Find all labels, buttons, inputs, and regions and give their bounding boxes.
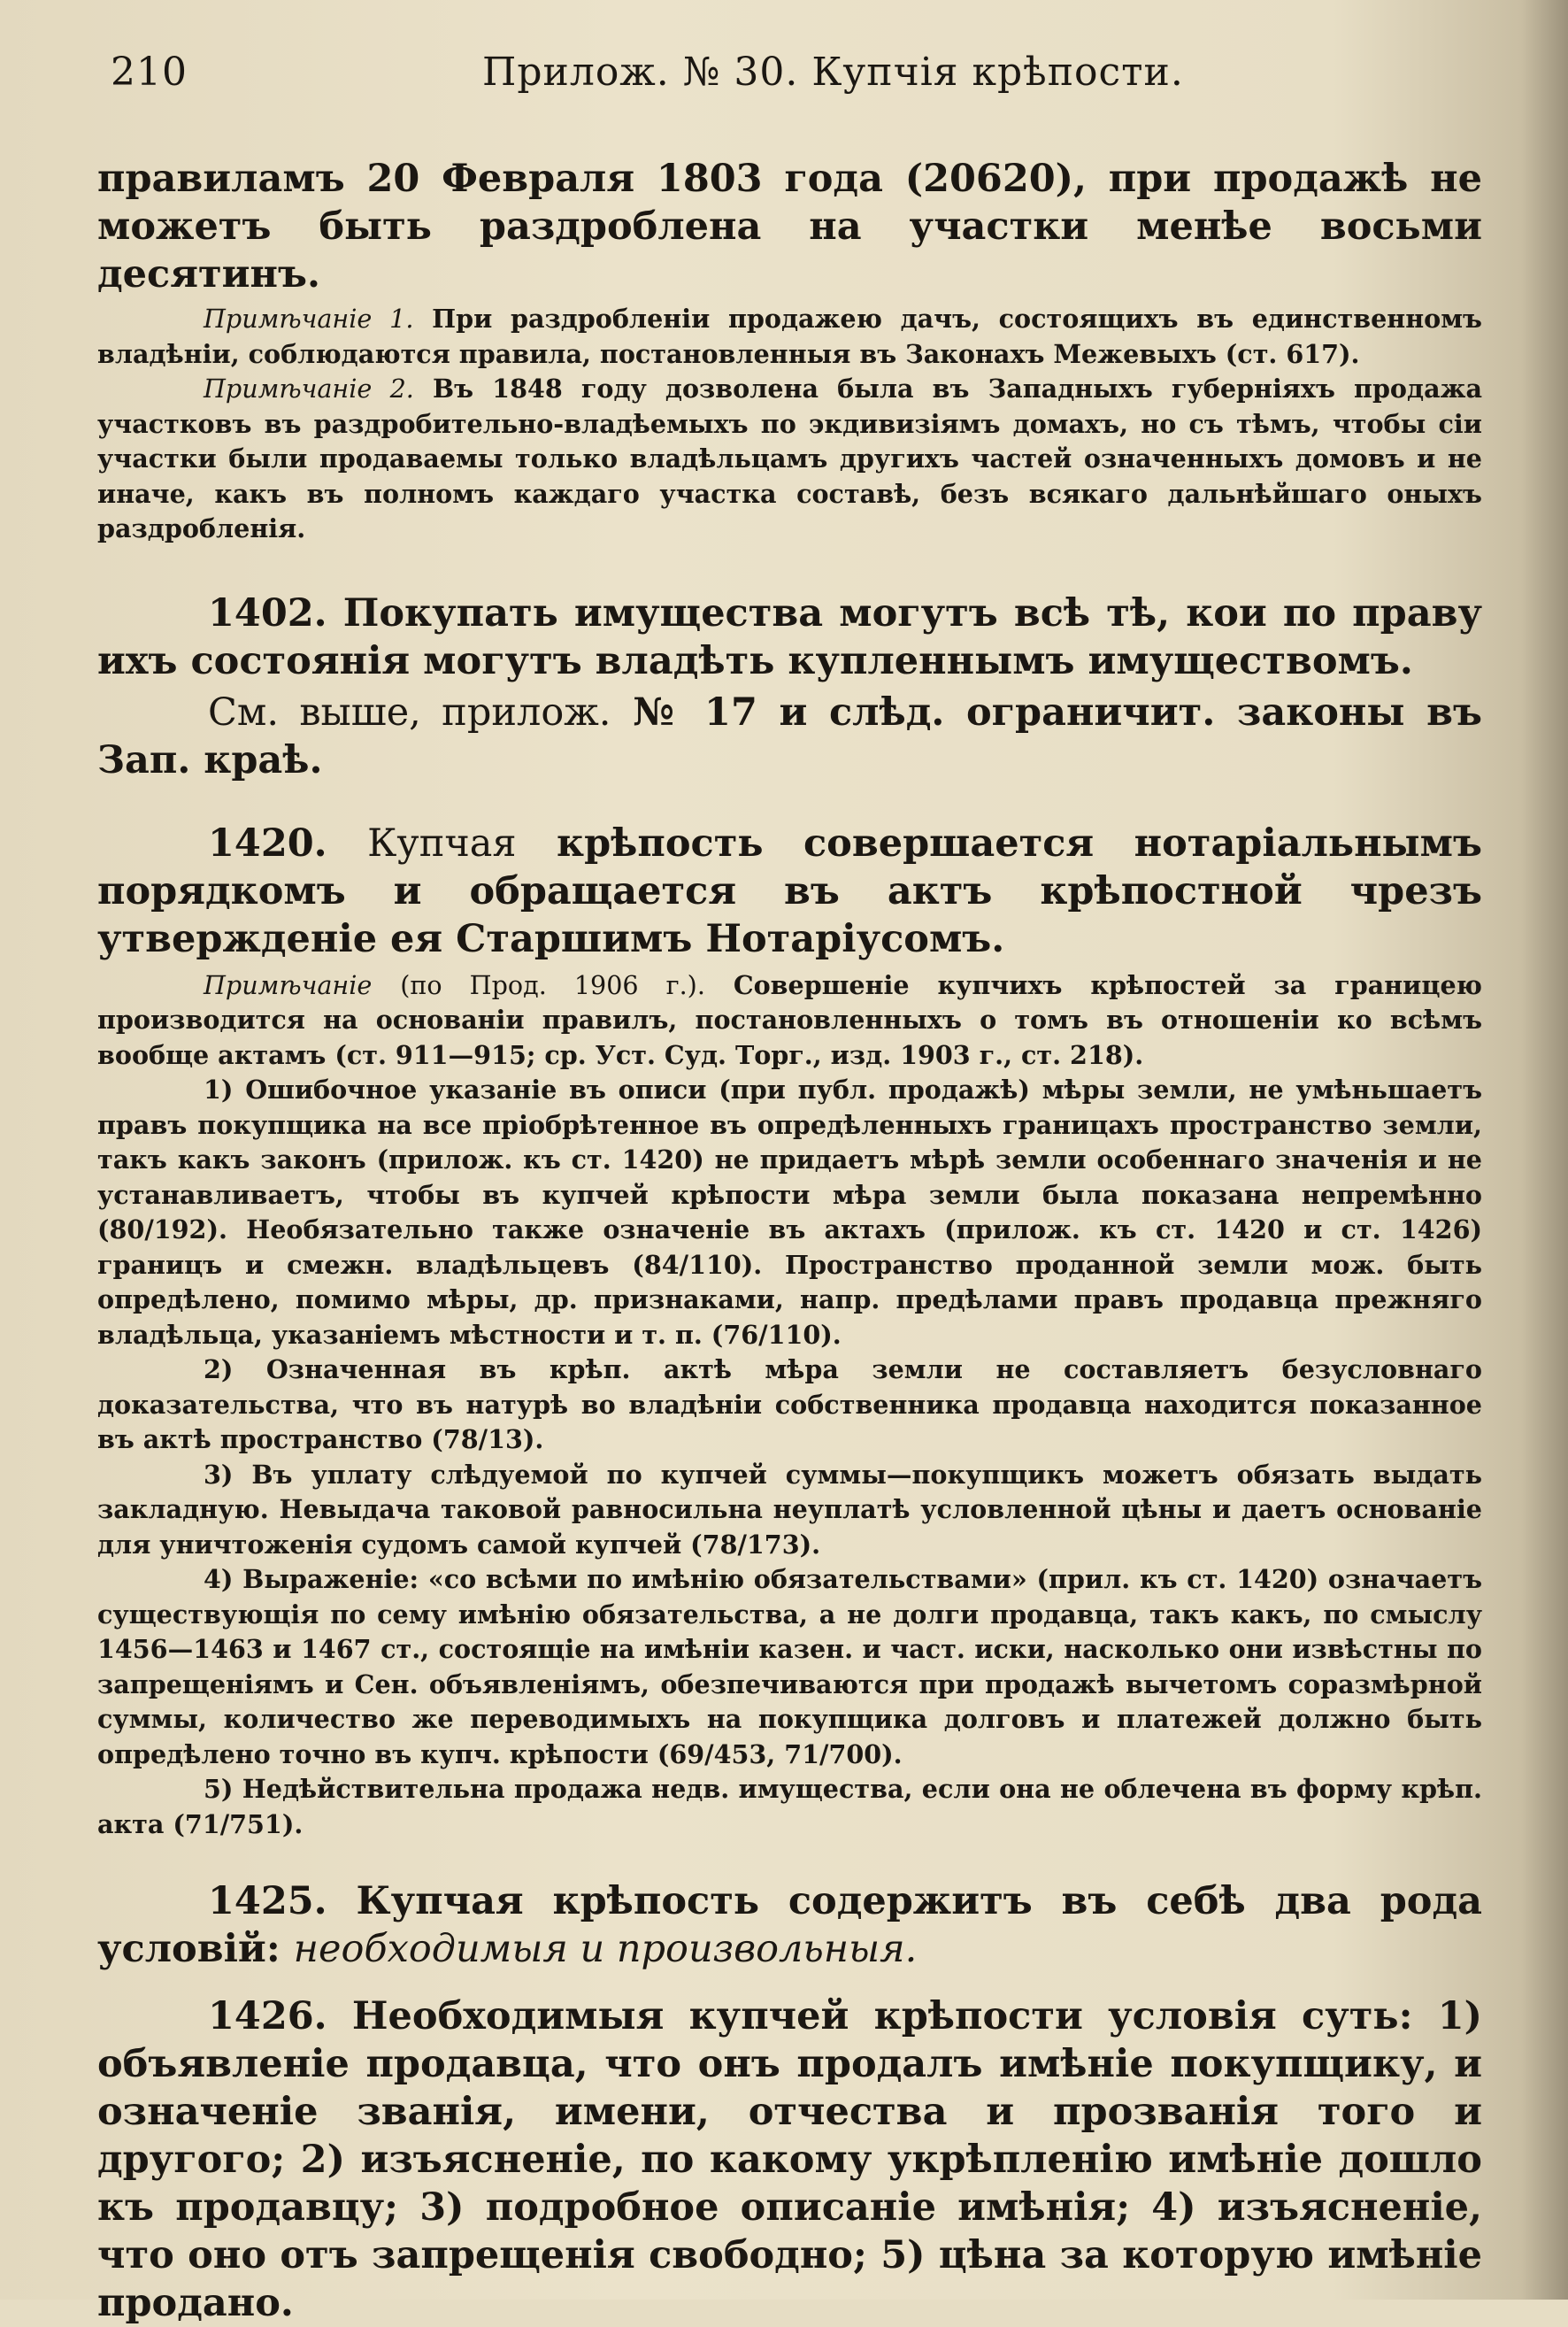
note-1-text: При раздробленіи продажею дачъ, состоящихъ въ единственномъ владѣніи, соблюдаются правила, постановленныя въ Законахъ Межевыхъ (ст. 617).: [97, 304, 1482, 369]
reference-text: № 17 и слѣд. ограничит. законы въ Зап. краѣ.: [97, 690, 1482, 782]
article-text: крѣпость совершается нотаріальнымъ порядкомъ и обращается въ актъ крѣпостной чрезъ утвержденіе ея Старшимъ Нотаріусомъ.: [97, 821, 1482, 961]
commentary-item-4: 4) Выраженіе: «со всѣми по имѣнію обязательствами» (прил. къ ст. 1420) означаетъ существующія по сему имѣнію обязательства, а не долги продавца, такъ какъ, по смыслу 1456—1463 и 1467 ст., состоящіе на имѣніи казен. и част. иски, насколько они извѣстны по запрещеніямъ и Сен. объявленіямъ, обезпечиваются при продажѣ вычетомъ соразмѣрной суммы, количество же переводимыхъ на покупщика долговъ и платежей должно быть опредѣлено точно въ купч. крѣпости (69/453, 71/700).: [97, 1564, 1482, 1769]
note-text: Совершеніе купчихъ крѣпостей за границею производится на основаніи правилъ, постановленныхъ о томъ въ отношеніи ко всѣмъ вообще актамъ (ст. 911—915; ср. Уст. Суд. Торг., изд. 1903 г., ст. 218).: [97, 969, 1482, 1070]
article-number: 1402.: [208, 590, 327, 636]
article-1402-reference: [97, 689, 1482, 784]
article-text: Купчая крѣпость содержитъ въ себѣ два рода условій:: [97, 1879, 1482, 1971]
commentary-item-1: 1) Ошибочное указаніе въ описи (при публ. продажѣ) мѣры земли, не умѣньшаетъ правъ покупщика на все пріобрѣтенное въ опредѣленныхъ границахъ пространство земли, такъ какъ законъ (прилож. къ ст. 1420) не придаетъ мѣрѣ земли особеннаго значенія и не устанавливаетъ, чтобы въ купчей крѣпости мѣра земли была показана непремѣнно (80/192). Необязательно также означеніе въ актахъ (прилож. къ ст. 1420 и ст. 1426) границъ и смежн. владѣльцевъ (84/110). Пространство проданной земли мож. быть опредѣлено, помимо мѣры, др. признаками, напр. предѣлами правъ продавца прежняго владѣльца, указаніемъ мѣстности и т. п. (76/110).: [97, 1075, 1482, 1350]
note-label: Примѣчаніе: [204, 969, 373, 1000]
article-1420: [97, 820, 1482, 963]
article-1420-note: [97, 968, 1482, 1074]
article-lead: Купчая: [367, 821, 517, 866]
article-italic: необходимыя и произвольныя.: [293, 1927, 918, 1971]
running-title: Прилож. № 30. Купчія крѣпости.: [482, 50, 1184, 95]
article-text: купчей крѣпости условія суть: 1) объявленіе продавца, что онъ продалъ имѣніе покупщику, и означеніе званія, имени, отчества и прозванія того и другого; 2) изъясненіе, по какому укрѣпленію имѣніе дошло къ продавцу; 3) подробное описаніе имѣнія; 4) изъясненіе, что оно отъ запрещенія свободно; 5) цѣна за которую имѣніе продано.: [97, 1994, 1482, 2325]
note-1-label: Примѣчаніе 1.: [204, 304, 414, 334]
article-number: 1426.: [208, 1994, 327, 2038]
article-number: 1425.: [208, 1879, 327, 1923]
note-lead: (по Прод. 1906 г.).: [400, 969, 705, 1000]
article-1426: [97, 1992, 1482, 2327]
commentary-item-2: 2) Означенная въ крѣп. актѣ мѣра земли не составляетъ безусловнаго доказательства, что въ натурѣ во владѣніи собственника продавца находится показанное въ актѣ пространство (78/13).: [97, 1354, 1482, 1454]
body-column: [97, 155, 1482, 2327]
article-1425: [97, 1877, 1482, 1973]
article-number: 1420.: [208, 821, 327, 866]
commentary-item-3: 3) Въ уплату слѣдуемой по купчей суммы—покупщикъ можетъ обязать выдать закладную. Невыдача таковой равносильна неуплатѣ условленной цѣны и даетъ основаніе для уничтоженія судомъ самой купчей (78/173).: [97, 1459, 1482, 1560]
article-1402: [97, 589, 1482, 685]
note-2-label: Примѣчаніе 2.: [204, 374, 414, 404]
note-2: [97, 372, 1482, 547]
page-number: 210: [111, 50, 188, 95]
article-text: Покупать имущества могутъ всѣ тѣ, кои по праву ихъ состоянія могутъ владѣть купленнымъ имуществомъ.: [97, 590, 1482, 683]
article-lead: Необходимыя: [351, 1994, 665, 2038]
note-2-text: Въ 1848 году дозволена была въ Западныхъ губерніяхъ продажа участковъ въ раздробительно-владѣемыхъ по экдивизіямъ домахъ, но съ тѣмъ, чтобы сіи участки были продаваемы только владѣльцамъ другихъ частей означенныхъ домовъ и не иначе, какъ въ полномъ каждаго участка составѣ, безъ всякаго дальнѣйшаго оныхъ раздробленія.: [97, 374, 1482, 543]
note-1: [97, 302, 1482, 372]
commentary-item-5: 5) Недѣйствительна продажа недв. имущества, если она не облечена въ форму крѣп. акта (71/751).: [97, 1774, 1482, 1839]
continued-paragraph: правиламъ 20 Февраля 1803 года (20620), при продажѣ не можетъ быть раздроблена на участки менѣе восьми десятинъ.: [97, 157, 1482, 297]
reference-lead: См. выше, прилож.: [208, 690, 611, 735]
